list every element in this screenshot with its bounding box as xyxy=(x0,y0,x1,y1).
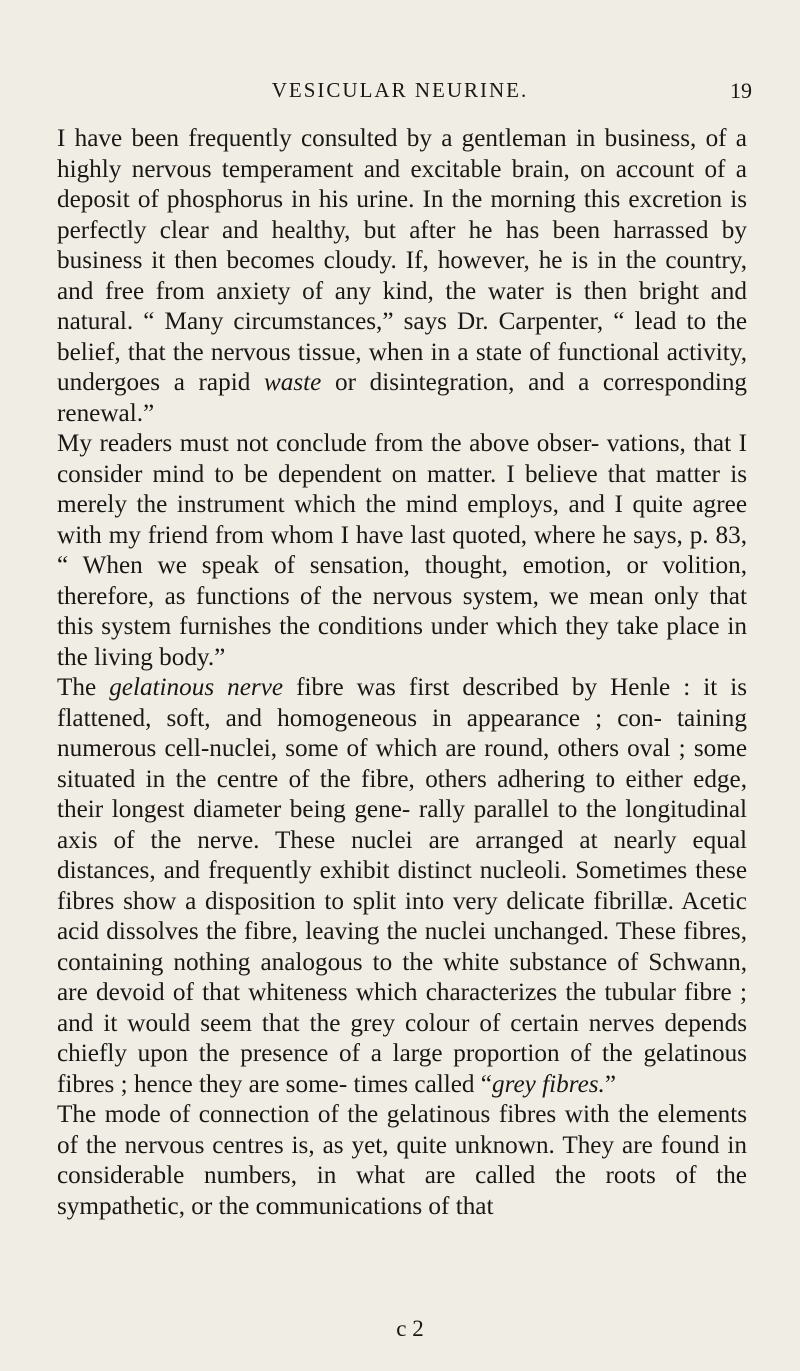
paragraph-3-italic-end: grey fibres. xyxy=(492,1070,605,1098)
paragraph-1 xyxy=(57,124,747,429)
paragraph-1-end: or disintegration, and a corresponding renewal.” xyxy=(57,369,748,427)
paragraph-3 xyxy=(57,673,747,1100)
paragraph-3-start: The xyxy=(57,674,97,701)
paragraph-3-close: ” xyxy=(604,1070,617,1098)
signature-mark: c 2 xyxy=(396,1316,424,1341)
page-number: 19 xyxy=(730,78,752,103)
paragraph-4 xyxy=(57,1100,747,1222)
paragraph-2-text: My readers must not conclude from the above obser- vations, that I consider mind to be dependent on matter. I believe that matter is merely the instrument which the mind employs, and I quite agree with my friend from whom I have last quoted, where he says, p. 83, “ When we speak of sensation, thought, emotion, or volition, therefore, as functions of the nervous system, we mean only that this system furnishes the conditions under which they take place in the living body.” xyxy=(57,430,747,671)
paragraph-1-italic: waste xyxy=(263,369,322,396)
paragraph-3-text: fibre was first described by Henle : it is flattened, soft, and homogeneous in appearance ; con- taining numerous cell-nuclei, some of which are round, others oval ; some situated in the centre of the fibre, others adhering to either edge, their longest diameter being gene- rally parallel to the longitudinal axis of the nerve. These nuclei are arranged at nearly equal distances, and frequently exhibit distinct nucleoli. Sometimes these fibres show a disposition to split into very delicate fibrillæ. Acetic acid dissolves the fibre, leaving the nuclei unchanged. These fibres, containing nothing analogous to the white substance of Schwann, are devoid of that whiteness which characterizes the tubular fibre ; and it would seem that the grey colour of certain nerves depends chiefly upon the presence of a large proportion of the gelatinous fibres ; hence they are some- times called “ xyxy=(57,674,748,1098)
body-text xyxy=(57,124,747,1222)
paragraph-2 xyxy=(57,429,747,673)
running-title: VESICULAR NEURINE. xyxy=(271,78,529,102)
paragraph-4-text: The mode of connection of the gelatinous fibres with the elements of the nervous centres is, as yet, quite unknown. They are found in considerable numbers, in what are called the roots of the sympathetic, or the communications of that xyxy=(57,1101,747,1220)
running-head xyxy=(0,78,800,108)
paragraph-1-text: I have been frequently consulted by a gentleman in business, of a highly nervous temperament and excitable brain, on account of a deposit of phosphorus in his urine. In the morning this excretion is perfectly clear and healthy, but after he has been harrassed by business it then becomes cloudy. If, however, he is in the country, and free from anxiety of any kind, the water is then bright and natural. “ Many circumstances,” says Dr. Carpenter, “ lead to the belief, that the nervous tissue, when in a state of functional activity, undergoes a rapid xyxy=(57,125,747,396)
paragraph-3-italic: gelatinous nerve xyxy=(109,674,284,701)
